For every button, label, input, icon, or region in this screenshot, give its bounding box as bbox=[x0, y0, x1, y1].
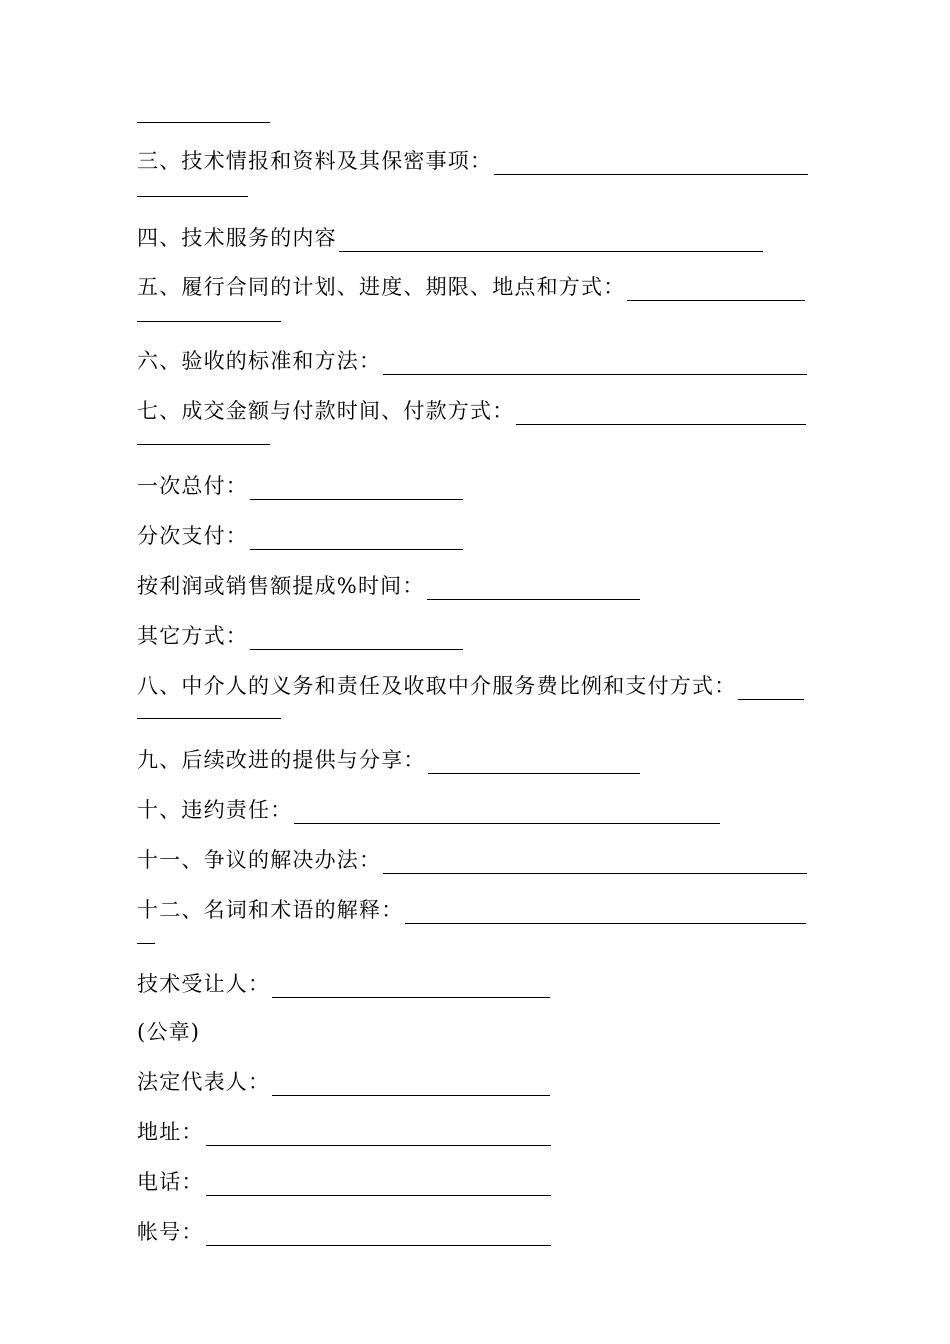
account-blank[interactable] bbox=[206, 1223, 551, 1246]
clause-3-label: 三、技术情报和资料及其保密事项： bbox=[137, 149, 493, 173]
payment-installments-label: 分次支付： bbox=[137, 524, 248, 548]
clause-8-blank[interactable] bbox=[738, 677, 804, 700]
transferee-line bbox=[137, 970, 550, 998]
payment-installments-blank[interactable] bbox=[250, 527, 463, 550]
clause-12-label: 十二、名词和术语的解释： bbox=[137, 898, 404, 922]
payment-installments bbox=[137, 522, 463, 550]
payment-royalty-blank[interactable] bbox=[427, 577, 640, 600]
payment-lump-sum-blank[interactable] bbox=[250, 477, 463, 500]
address-blank[interactable] bbox=[206, 1123, 551, 1146]
account-line bbox=[137, 1218, 551, 1246]
official-seal-label: (公章) bbox=[137, 1020, 201, 1044]
transferee-label: 技术受让人： bbox=[137, 972, 271, 996]
clause-7-blank[interactable] bbox=[516, 402, 806, 425]
address-label: 地址： bbox=[137, 1120, 204, 1144]
clause-11-label: 十一、争议的解决办法： bbox=[137, 848, 382, 872]
clause-9-blank[interactable] bbox=[428, 751, 640, 774]
transferee-blank[interactable] bbox=[272, 975, 550, 998]
clause-8-blank-continued[interactable] bbox=[137, 718, 281, 719]
clause-6-blank[interactable] bbox=[383, 352, 807, 375]
clause-8 bbox=[137, 672, 804, 700]
clause-5-blank[interactable] bbox=[627, 278, 805, 301]
clause-10-label: 十、违约责任： bbox=[137, 798, 293, 822]
clause-3-blank-continued[interactable] bbox=[137, 196, 248, 197]
account-label: 帐号： bbox=[137, 1220, 204, 1244]
clause-12-blank-continued[interactable] bbox=[137, 943, 155, 944]
payment-other-label: 其它方式： bbox=[137, 624, 248, 648]
clause-11-blank[interactable] bbox=[383, 851, 807, 874]
clause-11 bbox=[137, 846, 807, 874]
legal-representative-line bbox=[137, 1068, 550, 1096]
payment-other bbox=[137, 622, 463, 650]
clause-4-blank[interactable] bbox=[339, 229, 763, 252]
legal-representative-label: 法定代表人： bbox=[137, 1070, 271, 1094]
clause-5-label: 五、履行合同的计划、进度、期限、地点和方式： bbox=[137, 275, 626, 299]
address-line bbox=[137, 1118, 551, 1146]
phone-blank[interactable] bbox=[206, 1173, 551, 1196]
clause-8-label: 八、中介人的义务和责任及收取中介服务费比例和支付方式： bbox=[137, 674, 737, 698]
payment-other-blank[interactable] bbox=[250, 627, 463, 650]
clause-4 bbox=[137, 224, 763, 252]
clause-10 bbox=[137, 796, 720, 824]
clause-5-blank-continued[interactable] bbox=[137, 321, 281, 322]
payment-lump-sum bbox=[137, 472, 463, 500]
phone-line bbox=[137, 1168, 551, 1196]
clause-7-blank-continued[interactable] bbox=[137, 444, 270, 445]
payment-lump-sum-label: 一次总付： bbox=[137, 474, 248, 498]
legal-representative-blank[interactable] bbox=[272, 1073, 550, 1096]
clause-3 bbox=[137, 147, 808, 175]
clause-4-label: 四、技术服务的内容 bbox=[137, 226, 337, 250]
clause-12 bbox=[137, 896, 806, 924]
clause-9 bbox=[137, 746, 640, 774]
clause-6-label: 六、验收的标准和方法： bbox=[137, 349, 382, 373]
payment-royalty bbox=[137, 572, 640, 600]
official-seal-line bbox=[137, 1018, 200, 1046]
clause-12-blank[interactable] bbox=[405, 901, 806, 924]
clause-9-label: 九、后续改进的提供与分享： bbox=[137, 748, 426, 772]
clause-7 bbox=[137, 397, 806, 425]
clause-7-label: 七、成交金额与付款时间、付款方式： bbox=[137, 399, 515, 423]
clause-3-blank[interactable] bbox=[494, 152, 808, 175]
continued-blank-line bbox=[137, 122, 270, 123]
clause-6 bbox=[137, 347, 807, 375]
clause-10-blank[interactable] bbox=[294, 801, 720, 824]
phone-label: 电话： bbox=[137, 1170, 204, 1194]
payment-royalty-label: 按利润或销售额提成%时间： bbox=[137, 574, 425, 598]
clause-5 bbox=[137, 273, 805, 301]
